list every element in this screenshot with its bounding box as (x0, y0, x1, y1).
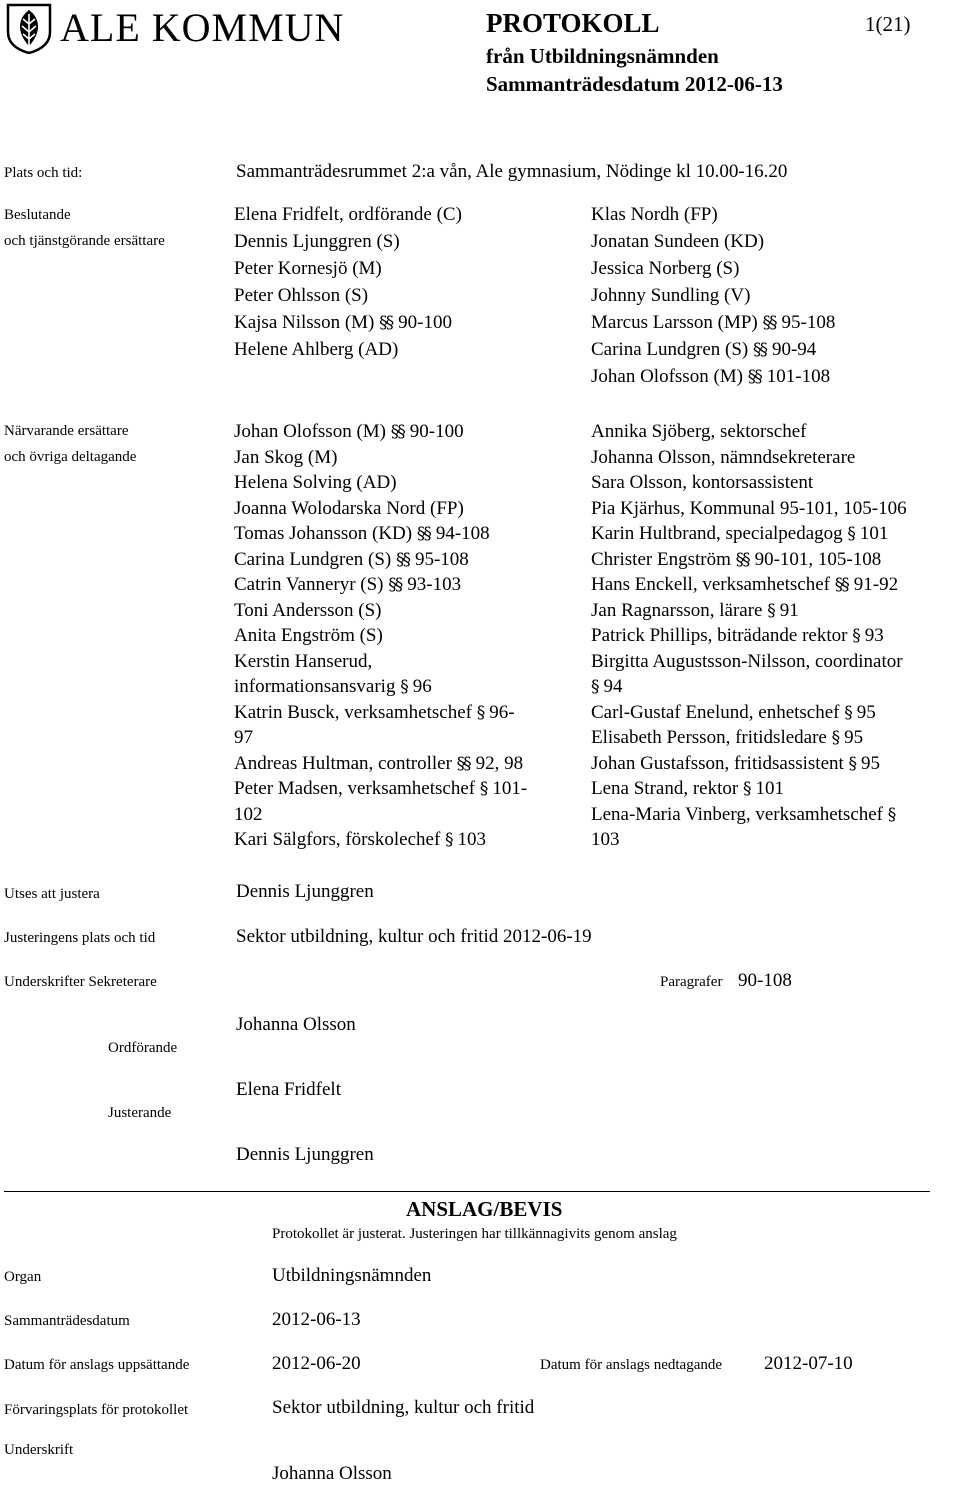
section-range: 91 (779, 599, 799, 621)
person-name: Jan Ragnarsson, lärare (591, 599, 763, 621)
list-item (591, 778, 784, 800)
logo (4, 2, 54, 54)
list-item (234, 753, 523, 775)
person-name: Peter Madsen, verksamhetschef (234, 778, 476, 799)
section-range: 95 (844, 727, 864, 748)
storage-value: Sektor utbildning, kultur och fritid (272, 1397, 535, 1418)
list-item (591, 600, 799, 622)
section-sign: §§ (762, 313, 776, 333)
person-name: Kari Sälgfors, förskolechef (234, 829, 441, 850)
section-sign: §§ (752, 340, 766, 360)
person-name: Toni Andersson (S) (234, 599, 382, 621)
posted-value: 2012-06-20 (272, 1353, 361, 1374)
section-sign: §§ (834, 575, 848, 595)
section-sign: §§ (388, 575, 402, 595)
list-item (591, 651, 903, 673)
section-sign: §§ (416, 524, 430, 544)
person-name: Johanna Olsson, nämndsekreterare (591, 446, 856, 468)
person-name: Peter Kornesjö (M) (234, 258, 382, 279)
list-item (591, 339, 816, 361)
person-name: Kajsa Nilsson (M) (234, 312, 375, 333)
person-name: Andreas Hultman, controller (234, 752, 452, 774)
removed-label: Datum för anslags nedtagande (540, 1357, 723, 1373)
meeting-date-value: 2012-06-13 (272, 1309, 361, 1330)
list-item (234, 651, 372, 673)
list-item (234, 258, 382, 280)
removed-value: 2012-07-10 (764, 1353, 853, 1374)
person-name: Catrin Vanneryr (S) (234, 574, 384, 595)
section-range: 94 (603, 676, 623, 697)
section-sign: §§ (456, 753, 470, 774)
adjust-place-label: Justeringens plats och tid (4, 930, 156, 946)
person-name: Patrick Phillips, biträdande rektor (591, 625, 848, 646)
list-item (234, 285, 368, 307)
section-range: 101-108 (766, 366, 831, 387)
section-range: 96- (489, 701, 515, 723)
adjuster-sign-name: Dennis Ljunggren (236, 1144, 374, 1165)
list-item (234, 600, 382, 622)
list-item (591, 421, 806, 443)
list-item (591, 285, 750, 307)
section-range: 101 (859, 523, 889, 544)
list-item (234, 574, 461, 596)
organ-value: Utbildningsnämnden (272, 1265, 432, 1286)
storage-label: Förvaringsplats för protokollet (4, 1402, 189, 1418)
notice-title: ANSLAG/BEVIS (406, 1197, 563, 1221)
section-range: 101- (492, 778, 528, 799)
meeting-date-header: Sammanträdesdatum 2012-06-13 (486, 72, 783, 96)
voting-label: Beslutande (4, 207, 71, 223)
list-item (591, 753, 880, 775)
section-range: 93-103 (407, 574, 462, 595)
person-name: Johnny Sundling (V) (591, 285, 751, 306)
list-item (591, 204, 718, 226)
section-sign: § (742, 779, 750, 799)
person-name: Johan Olofsson (M) (591, 366, 743, 387)
list-item (591, 702, 876, 724)
section-sign: § (847, 524, 854, 544)
person-name: Hans Enckell, verksamhetschef (591, 574, 830, 595)
section-sign: § (852, 626, 859, 646)
posted-label: Datum för anslags uppsättande (4, 1357, 190, 1373)
person-name: Annika Sjöberg, sektorschef (591, 421, 807, 442)
person-name: Sara Olsson, kontorsassistent (591, 472, 814, 493)
person-name: Karin Hultbrand, specialpedagog (591, 523, 843, 544)
section-range: 94-108 (435, 523, 490, 544)
person-name: Jessica Norberg (S) (591, 258, 740, 279)
section-range: 95 (856, 701, 876, 723)
person-name: Lena-Maria Vinberg, verksamhetschef (591, 803, 884, 825)
section-sign: §§ (735, 549, 749, 570)
section-range: 95 (861, 752, 881, 774)
list-item (591, 549, 881, 571)
person-name: Pia Kjärhus, Kommunal 95-101, 105-106 (591, 497, 907, 519)
leaf-shield-icon (4, 2, 54, 54)
person-name: Carina Lundgren (S) (591, 339, 749, 360)
section-sign: § (844, 702, 851, 723)
list-item (234, 231, 400, 253)
person-name: Carl-Gustaf Enelund, enhetschef (591, 701, 840, 723)
list-item (591, 366, 830, 388)
list-item (234, 472, 397, 494)
divider (4, 1191, 930, 1192)
list-item (234, 204, 462, 226)
list-item (591, 498, 907, 520)
person-name: Kerstin Hanserud, (234, 650, 373, 672)
signature-value: Johanna Olsson (272, 1463, 392, 1484)
section-sign: § (848, 753, 856, 774)
list-item (591, 523, 888, 545)
section-range: 90-101, 105-108 (754, 548, 882, 570)
adjust-place-value: Sektor utbildning, kultur och fritid 2012-06-19 (236, 926, 592, 947)
person-name: Jonatan Sundeen (KD) (591, 231, 765, 252)
signatures-label: Underskrifter Sekreterare (4, 974, 157, 990)
list-item (591, 804, 900, 826)
person-name: Helena Solving (AD) (234, 472, 397, 493)
person-name: Helene Ahlberg (AD) (234, 339, 399, 360)
person-name: Marcus Larsson (MP) (591, 312, 758, 333)
person-name: Elisabeth Persson, fritidsledare (591, 727, 827, 748)
list-item (234, 523, 490, 545)
list-item (234, 804, 263, 826)
chair-label: Ordförande (108, 1040, 178, 1056)
list-item (234, 702, 515, 724)
present-label: Närvarande ersättare (4, 423, 129, 439)
notice-subtitle: Protokollet är justerat. Justeringen har tillkännagivits genom anslag (272, 1226, 677, 1242)
person-name: Carina Lundgren (S) (234, 548, 392, 570)
page-number: 1(21) (865, 12, 911, 36)
section-sign: § (831, 728, 839, 748)
paragraphs-value: 90-108 (738, 970, 792, 991)
list-item (591, 447, 855, 469)
person-name: Johan Olofsson (M) (234, 421, 386, 442)
signature-label: Underskrift (4, 1442, 74, 1458)
adjuster-value: Dennis Ljunggren (236, 881, 374, 902)
organ-label: Organ (4, 1269, 42, 1285)
list-item (234, 676, 432, 698)
section-sign: § (767, 600, 774, 621)
list-item (234, 421, 464, 443)
person-name: Klas Nordh (FP) (591, 204, 718, 225)
list-item (591, 312, 835, 334)
person-name: informationsansvarig (234, 676, 396, 697)
person-name: Elena Fridfelt, ordförande (C) (234, 204, 462, 225)
person-name: Katrin Busck, verksamhetschef (234, 701, 472, 723)
section-range: 103 (457, 829, 487, 850)
section-sign: §§ (379, 313, 393, 333)
section-sign: § (479, 779, 487, 799)
place-label: Plats och tid: (4, 165, 83, 181)
person-name: 103 (591, 829, 620, 850)
list-item (591, 231, 764, 253)
list-item (234, 339, 398, 361)
meeting-date-label: Sammanträdesdatum (4, 1313, 130, 1329)
person-name: Dennis Ljunggren (S) (234, 231, 400, 252)
secretary-name: Johanna Olsson (236, 1014, 356, 1035)
person-name: Anita Engström (S) (234, 625, 383, 646)
committee-name: från Utbildningsnämnden (486, 44, 719, 68)
section-sign: § (591, 677, 598, 697)
list-item (591, 829, 620, 851)
section-range: 90-94 (771, 339, 817, 360)
document-title: PROTOKOLL (486, 8, 660, 38)
list-item (591, 574, 898, 596)
person-name: Johan Gustafsson, fritidsassistent (591, 752, 844, 774)
list-item (234, 549, 469, 571)
section-range: 96 (412, 676, 432, 697)
place-value: Sammanträdesrummet 2:a vån, Ale gymnasium, Nödinge kl 10.00-16.20 (236, 161, 788, 182)
person-name: Christer Engström (591, 548, 731, 570)
person-name: Jan Skog (M) (234, 446, 338, 468)
section-sign: §§ (395, 549, 409, 570)
adjuster-label: Utses att justera (4, 886, 100, 902)
section-range: 95-108 (781, 312, 836, 333)
list-item (591, 727, 863, 749)
list-item (234, 312, 452, 334)
section-range: 90-100 (409, 421, 464, 442)
section-sign: § (400, 677, 407, 697)
voting-label-sub: och tjänstgörande ersättare (4, 233, 165, 249)
list-item (591, 472, 813, 494)
section-range: 92, 98 (475, 752, 524, 774)
section-range: 90-100 (398, 312, 452, 333)
present-label-sub: och övriga deltagande (4, 449, 137, 465)
chair-name: Elena Fridfelt (236, 1079, 341, 1100)
section-sign: §§ (390, 422, 404, 442)
person-name: Tomas Johansson (KD) (234, 523, 413, 544)
adjuster-sign-label: Justerande (108, 1105, 172, 1121)
paragraphs-label: Paragrafer (660, 974, 723, 990)
section-sign: § (445, 830, 452, 850)
section-sign: §§ (747, 367, 761, 387)
section-range: 95-108 (414, 548, 469, 570)
person-name: Lena Strand, rektor (591, 778, 739, 799)
list-item (234, 829, 486, 851)
person-name: Peter Ohlsson (S) (234, 285, 369, 306)
section-range: 101 (755, 778, 784, 799)
person-name: Birgitta Augustsson-Nilsson, coordinator (591, 650, 903, 672)
person-name: 97 (234, 727, 253, 748)
logo-text: ALE KOMMUN (60, 5, 345, 50)
person-name: Joanna Wolodarska Nord (FP) (234, 497, 464, 519)
list-item (591, 258, 739, 280)
list-item (591, 625, 884, 647)
list-item (234, 498, 464, 520)
section-sign: § (887, 804, 895, 825)
section-sign: § (476, 702, 484, 723)
section-range: 91-92 (853, 574, 899, 595)
list-item (234, 625, 383, 647)
section-range: 93 (864, 625, 884, 646)
list-item (234, 727, 253, 749)
person-name: 102 (234, 803, 263, 825)
list-item (591, 676, 623, 698)
list-item (234, 778, 527, 800)
list-item (234, 447, 337, 469)
